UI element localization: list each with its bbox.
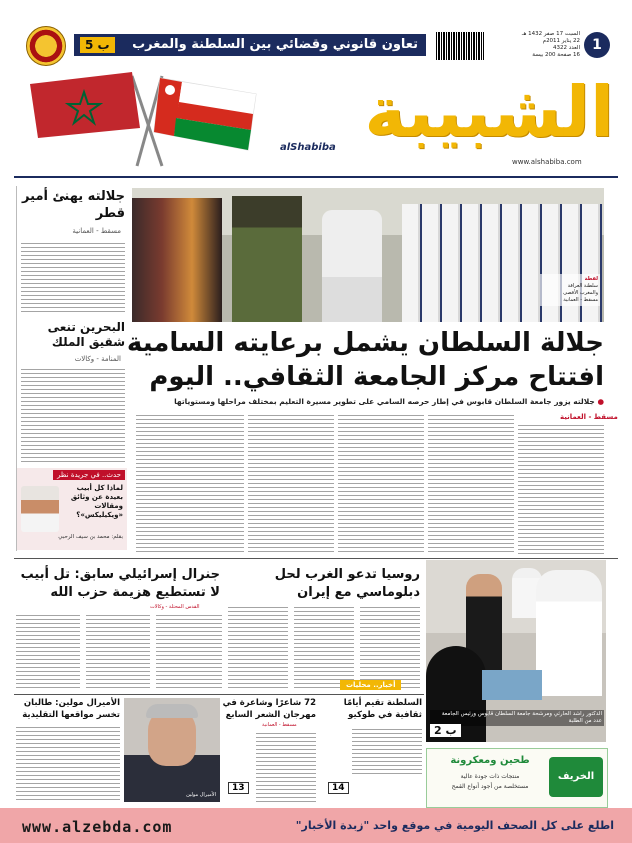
story-russia-col1 <box>228 604 288 690</box>
top-headline: تعاون قانوني وقضائي بين السلطنة والمغرب <box>132 37 418 52</box>
sidebar-column-title: لماذا كل أبيب بعيدة عن وثائق ومقالات «ويكيليكس»؟ <box>70 484 123 519</box>
date-line-4: 16 صفحة 200 بيسة <box>532 52 580 58</box>
section-label-local: أخبار.. محليات <box>340 680 401 690</box>
columnist-avatar <box>21 486 59 532</box>
story-russia-title-1[interactable]: روسيا تدعو الغرب لحل <box>274 567 420 582</box>
date-line-3: العدد 4322 <box>553 45 580 51</box>
date-line-1: السبت 17 صفر 1432 هـ <box>521 31 580 37</box>
caption-line-1: لقطة <box>584 276 598 282</box>
main-story-col3 <box>338 412 424 554</box>
story-poetry-page: 13 <box>228 782 249 794</box>
columnist-name: بقلم: محمد بن سيف الرحبي <box>58 534 123 540</box>
sidebar-story2-tag: المنامة - وكالات <box>74 355 121 363</box>
masthead-rule <box>14 176 618 178</box>
story-israel-col3 <box>156 612 222 690</box>
main-story-col1 <box>518 422 604 554</box>
main-story-col4 <box>248 412 334 554</box>
main-dateline: مسقط - العمانية <box>560 413 618 421</box>
page-number-badge: 1 <box>584 32 610 58</box>
story-mullen-body <box>16 724 120 802</box>
barcode <box>436 32 484 60</box>
story-poetry-body <box>256 730 316 802</box>
ad-slogan: طحين ومعكرونة <box>450 755 530 766</box>
website-link[interactable]: www.alshabiba.com <box>512 158 582 166</box>
story-israel-col2 <box>86 612 150 690</box>
caption-line-3: والمغرب الأقصى <box>563 290 598 296</box>
story-poetry-tag: مسقط - العمانية <box>262 722 297 728</box>
ad-box[interactable] <box>426 748 608 808</box>
top-headline-bar[interactable] <box>74 34 426 56</box>
story-tokyo-title-1[interactable]: السلطنة تقيم أيامًا <box>343 698 422 708</box>
emblem-icon <box>26 26 66 66</box>
morocco-flag <box>30 72 140 138</box>
story-russia-title-2[interactable]: دبلوماسي مع إيران <box>297 585 420 600</box>
main-photo-caption <box>540 274 600 306</box>
main-headline-line2[interactable]: افتتاح مركز الجامعة الثقافي.. اليوم <box>149 362 604 392</box>
logo-arabic: الشبيبة <box>364 71 614 153</box>
sidebar-column-box[interactable] <box>17 468 127 550</box>
crossed-flags <box>22 66 272 170</box>
mullen-photo-caption: الأميرال مولين <box>186 792 216 798</box>
story-israel-title-1[interactable]: جنرال إسرائيلي سابق: تل أبيب <box>20 567 220 582</box>
sidebar-story1-body <box>21 240 125 314</box>
story-mullen-title-2[interactable]: تخسر مواقعها التقليدية <box>22 710 120 720</box>
story-israel-col1 <box>16 612 80 690</box>
story-poetry-title-2[interactable]: مهرجان الشعر السابع <box>225 710 316 720</box>
row-rule-1 <box>14 558 618 559</box>
main-headline-line1[interactable]: جلالة السلطان يشمل برعايته السامية <box>126 328 604 358</box>
photo-university-page: ب 2 <box>430 724 461 737</box>
sidebar <box>16 186 129 551</box>
sidebar-story2-body <box>21 366 125 464</box>
sidebar-column-tag: حدث.. في جريدة نظر <box>53 470 125 480</box>
ad-brand-logo: الخريف <box>549 757 603 797</box>
photo-university-caption: الدكتور راشد الحارثي ومرشحة جامعة السلطان قابوس ورئيس الجامعة عدد من الطلبة <box>430 710 604 726</box>
row-rule-2 <box>14 694 424 695</box>
main-photo <box>132 188 604 322</box>
ad-line1: منتجات ذات جودة عالية <box>460 773 520 780</box>
story-israel-tag: القدس المحتلة - وكالات <box>150 604 200 610</box>
footer-band <box>0 808 632 843</box>
caption-line-4: مسقط - العمانية <box>563 297 598 303</box>
footer-url[interactable]: www.alzebda.com <box>22 818 173 836</box>
subhead-text: جلالته يزور جامعة السلطان قابوس في إطار حرصه السامي على تطوير مسيرة التعليم بمختلف مراحلها ومستوياتها <box>174 397 595 406</box>
sidebar-story1-title[interactable]: جلالته يهنئ أمير قطر <box>22 189 125 221</box>
story-russia-col3 <box>360 604 420 690</box>
story-israel-title-2[interactable]: لا تستطيع هزيمة حزب الله <box>50 585 220 600</box>
main-subhead <box>132 397 604 407</box>
footer-promo[interactable]: اطلع على كل الصحف اليومية في موقع واحد "زبدة الأخبار" <box>295 819 614 832</box>
caption-line-2: سلطنة العراقة <box>567 283 598 289</box>
date-line-2: 22 يناير 2011م <box>542 38 580 44</box>
story-poetry-title-1[interactable]: 72 شاعرًا وشاعرة في <box>222 698 316 708</box>
logo-latin: alShabiba <box>280 142 336 153</box>
story-tokyo-title-2[interactable]: ثقافية في طوكيو <box>348 710 422 720</box>
oman-emblem-icon <box>165 85 175 95</box>
top-headline-page: ب 5 <box>80 37 115 53</box>
story-tokyo-body <box>352 726 422 776</box>
date-block <box>488 31 580 59</box>
sidebar-story1-tag: مسقط - العمانية <box>72 227 121 235</box>
story-mullen-title-1[interactable]: الأميرال مولين: طالبان <box>23 698 120 708</box>
main-story-col5 <box>136 412 244 554</box>
photo-university <box>426 560 606 742</box>
subhead-bullet-icon: ● <box>597 397 604 406</box>
main-story-col2 <box>428 412 514 554</box>
ad-line2: مستخلصة من أجود أنواع القمح <box>451 783 529 790</box>
story-tokyo-page: 14 <box>328 782 349 794</box>
story-russia-col2 <box>294 604 354 690</box>
mullen-photo <box>124 698 220 802</box>
sidebar-story2-title[interactable]: البحرين تنعى شقيق الملك <box>47 320 125 349</box>
masthead <box>12 20 620 170</box>
